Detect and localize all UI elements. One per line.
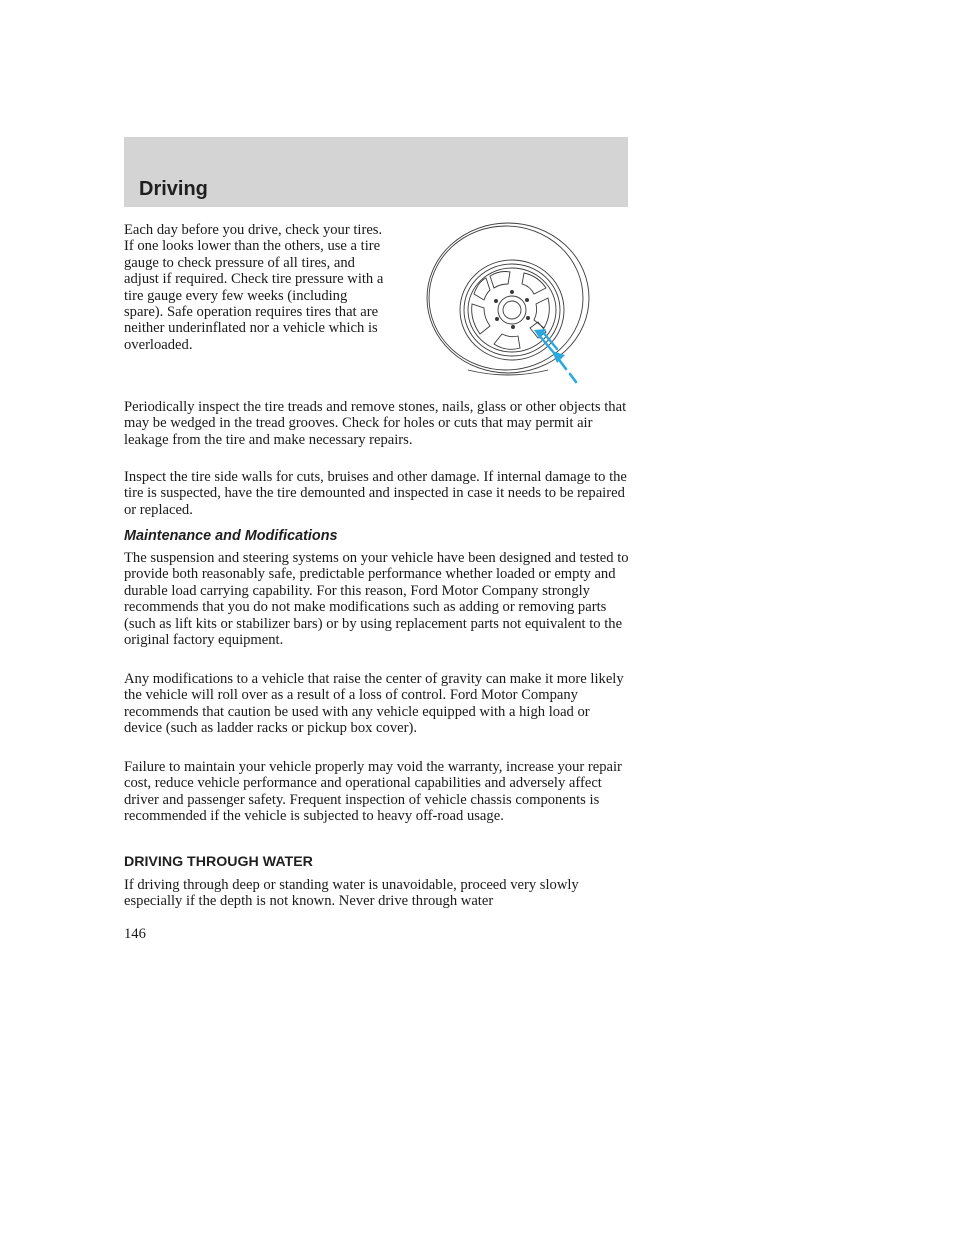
tread-inspection-paragraph: Periodically inspect the tire treads and remove stones, nails, glass or other objects that may be wedged in the tread grooves. Check for holes or cuts that may permit air leakage from the tire and make necessary repairs.	[124, 399, 627, 448]
driving-through-water-paragraph: If driving through deep or standing water is unavoidable, proceed very slowly especially if the depth is not known. Never drive through water	[124, 877, 579, 910]
tire-with-gauge-illustration	[420, 220, 590, 388]
sidewall-inspection-paragraph: Inspect the tire side walls for cuts, bruises and other damage. If internal damage to the tire is suspected, have the tire demounted and inspected in case it needs to be repaired or replaced.	[124, 469, 627, 518]
maintenance-heading: Maintenance and Modifications	[124, 528, 338, 544]
suspension-paragraph: The suspension and steering systems on your vehicle have been designed and tested to provide both reasonably safe, predictable performance whether loaded or empty and durable load carrying capability. For this reason, Ford Motor Company strongly recommends that you do not make modifications such as adding or removing parts (such as lift kits or stabilizer bars) or by using replacement parts not equivalent to the original factory equipment.	[124, 550, 629, 649]
intro-paragraph: Each day before you drive, check your tires. If one looks lower than the others, use a tire gauge to check pressure of all tires, and adjust if required. Check tire pressure with a tire gauge every few weeks (including spare). Safe operation requires tires that are neither underinflated nor a vehicle which is overloaded.	[124, 222, 384, 353]
failure-to-maintain-paragraph: Failure to maintain your vehicle properly may void the warranty, increase your repair cost, reduce vehicle performance and operational capabilities and adversely affect driver and passenger safety. Frequent inspection of vehicle chassis components is recommended if the vehicle is subjected to heavy off-road usage.	[124, 759, 622, 825]
center-of-gravity-paragraph: Any modifications to a vehicle that raise the center of gravity can make it more likely the vehicle will roll over as a result of a loss of control. Ford Motor Company recommends that caution be used with any vehicle equipped with a high load or device (such as ladder racks or pickup box cover).	[124, 671, 624, 737]
section-title: Driving	[139, 178, 208, 200]
driving-through-water-heading: DRIVING THROUGH WATER	[124, 854, 313, 870]
page-number: 146	[124, 926, 146, 942]
